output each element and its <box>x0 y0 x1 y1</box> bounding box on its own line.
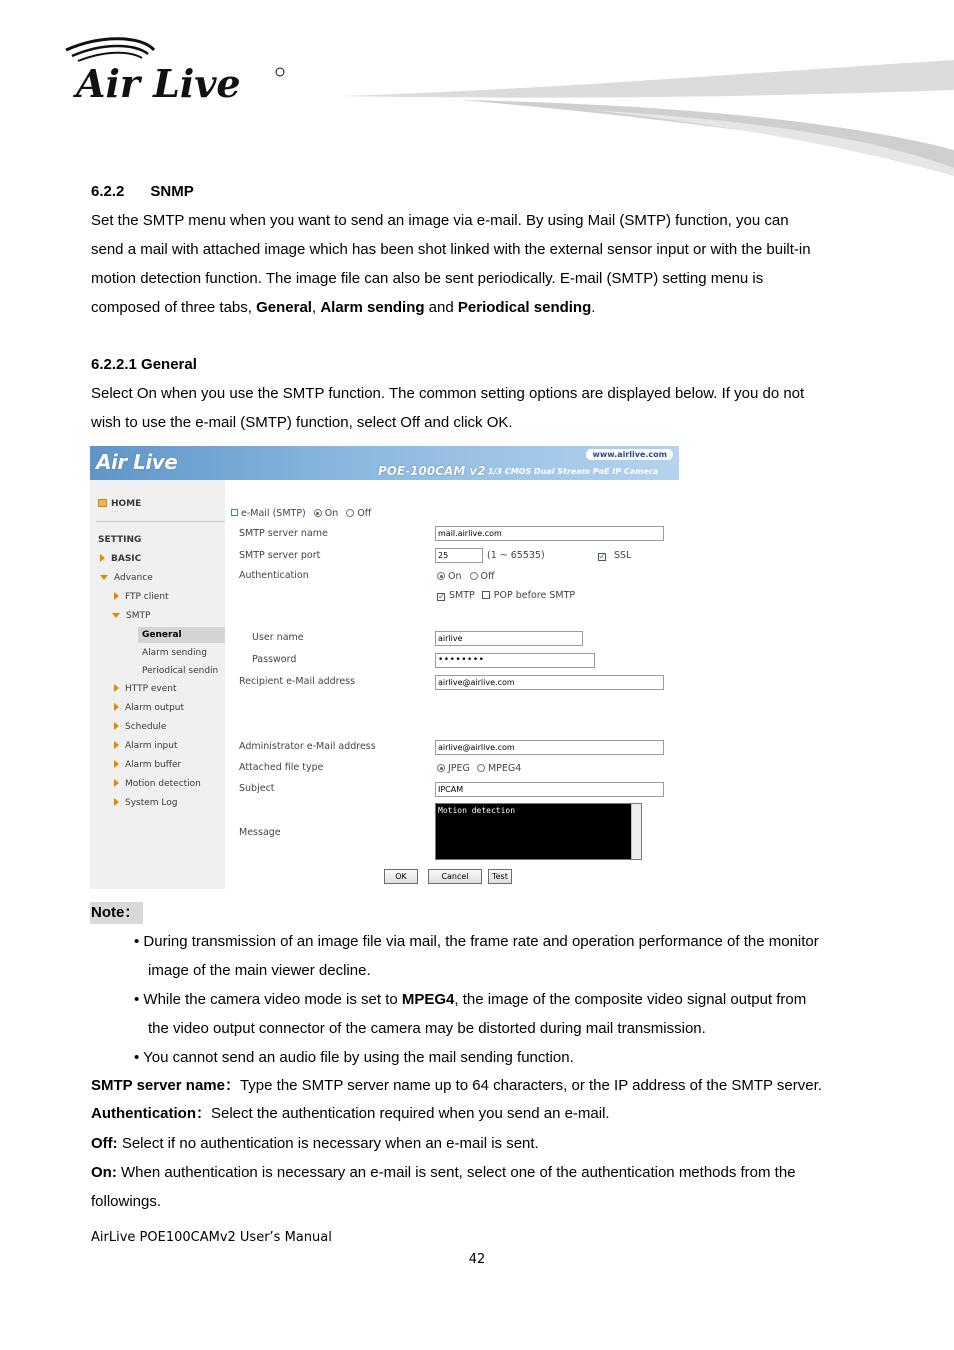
note-bullet-1: • During transmission of an image file via mail, the frame rate and operation performance of the monitor <box>134 933 819 950</box>
airlive-logo-icon <box>62 36 292 106</box>
banner-logo: Air Live <box>96 450 178 474</box>
mpeg4-radio[interactable] <box>477 764 485 772</box>
sidebar-item-general[interactable]: General <box>142 630 182 640</box>
banner-model: POE-100CAM v2 <box>378 464 486 478</box>
auth-radios: On Off <box>437 571 495 582</box>
recipient-input[interactable]: airlive@airlive.com <box>435 675 664 690</box>
message-scrollbar[interactable] <box>631 804 641 859</box>
sidebar-item-http-event[interactable]: HTTP event <box>114 684 177 694</box>
subject-label: Subject <box>239 783 275 794</box>
sidebar-item-alarm-sending[interactable]: Alarm sending <box>142 648 207 658</box>
banner-desc: 1/3 CMOS Dual Stream PoE IP Camera <box>488 467 659 476</box>
home-icon <box>98 499 107 507</box>
auth-label: Authentication <box>239 570 309 581</box>
cancel-button[interactable]: Cancel <box>428 869 482 884</box>
auth-on-radio[interactable] <box>437 572 445 580</box>
recipient-label: Recipient e-Mail address <box>239 676 356 687</box>
email-smtp-row: e-Mail (SMTP) On Off <box>231 508 371 519</box>
note-bullet-2: • While the camera video mode is set to MPEG4, the image of the composite video signal output from <box>134 991 807 1008</box>
attached-label: Attached file type <box>239 762 324 773</box>
expand-arrow-icon <box>114 779 119 787</box>
def-smtp-server-name: SMTP server name：Type the SMTP server name up to 64 characters, or the IP address of the SMTP server. <box>91 1077 822 1094</box>
sidebar-item-alarm-buffer[interactable]: Alarm buffer <box>114 760 181 770</box>
intro-line-1: Set the SMTP menu when you want to send an image via e-mail. By using Mail (SMTP) function, you can <box>91 212 789 229</box>
subject-input[interactable]: IPCAM <box>435 782 664 797</box>
expand-arrow-icon <box>114 798 119 806</box>
ok-button[interactable]: OK <box>384 869 418 884</box>
camera-banner <box>90 446 679 480</box>
collapse-arrow-icon <box>100 575 108 580</box>
section-heading: 6.2.2 SNMP <box>91 183 194 200</box>
subsection-heading: 6.2.2.1 General <box>91 356 197 373</box>
message-label: Message <box>239 827 281 838</box>
note-bullet-2-cont: the video output connector of the camera may be distorted during mail transmission. <box>148 1020 706 1037</box>
def-on: On: When authentication is necessary an e-mail is sent, select one of the authentication methods from the <box>91 1164 796 1181</box>
banner-url[interactable]: www.airlive.com <box>586 449 673 460</box>
def-authentication: Authentication：Select the authentication required when you send an e-mail. <box>91 1105 610 1122</box>
sidebar-item-motion[interactable]: Motion detection <box>114 779 201 789</box>
jpeg-radio[interactable] <box>437 764 445 772</box>
note-bullet-1-cont: image of the main viewer decline. <box>148 962 371 979</box>
def-off: Off: Select if no authentication is necessary when an e-mail is sent. <box>91 1135 539 1152</box>
sidebar-item-home[interactable]: HOME <box>98 499 141 509</box>
sidebar-item-ftp[interactable]: FTP client <box>114 592 169 602</box>
sub-line-2: wish to use the e-mail (SMTP) function, select Off and click OK. <box>91 414 513 431</box>
sidebar-item-periodical[interactable]: Periodical sendin <box>142 666 219 676</box>
note-label: Note： <box>90 902 143 924</box>
sidebar-item-syslog[interactable]: System Log <box>114 798 178 808</box>
sidebar-item-basic[interactable]: BASIC <box>100 554 141 564</box>
ssl-row: ✓ SSL <box>599 550 632 561</box>
def-on-cont: followings. <box>91 1193 162 1210</box>
collapse-arrow-icon <box>112 613 120 618</box>
sidebar-item-schedule[interactable]: Schedule <box>114 722 166 732</box>
sidebar-divider <box>96 521 225 522</box>
ssl-checkbox[interactable]: ✓ <box>599 552 606 561</box>
sub-line-1: Select On when you use the SMTP function. The common setting options are displayed below. If you do not <box>91 385 805 402</box>
message-textarea[interactable]: Motion detection <box>435 803 642 860</box>
smtp-settings-screenshot <box>90 446 679 889</box>
expand-arrow-icon <box>114 760 119 768</box>
sidebar-item-smtp[interactable]: SMTP <box>112 611 150 621</box>
admin-input[interactable]: airlive@airlive.com <box>435 740 664 755</box>
intro-line-4: composed of three tabs, General, Alarm sending and Periodical sending. <box>91 299 596 316</box>
auth-off-radio[interactable] <box>470 572 478 580</box>
expand-arrow-icon <box>114 741 119 749</box>
expand-arrow-icon <box>114 722 119 730</box>
airlive-logo <box>62 36 292 106</box>
server-name-label: SMTP server name <box>239 528 328 539</box>
server-port-label: SMTP server port <box>239 550 321 561</box>
pop-before-smtp-checkbox[interactable] <box>482 591 490 599</box>
svg-text:Air Live: Air Live <box>76 61 241 106</box>
intro-line-2: send a mail with attached image which has been shot linked with the external sensor input or with the built-in <box>91 241 811 258</box>
page-number: 42 <box>468 1252 486 1267</box>
email-smtp-checkbox[interactable] <box>231 509 238 516</box>
sidebar-heading-setting: SETTING <box>98 535 142 545</box>
test-button[interactable]: Test <box>488 869 512 884</box>
sidebar-item-alarm-output[interactable]: Alarm output <box>114 703 184 713</box>
expand-arrow-icon <box>114 592 119 600</box>
user-name-input[interactable]: airlive <box>435 631 583 646</box>
admin-label: Administrator e-Mail address <box>239 741 376 752</box>
password-label: Password <box>252 654 297 665</box>
smtp-on-radio[interactable] <box>314 509 322 517</box>
intro-line-3: motion detection function. The image file can also be sent periodically. E-mail (SMTP) setting menu is <box>91 270 764 287</box>
expand-arrow-icon <box>114 703 119 711</box>
smtp-off-radio[interactable] <box>346 509 354 517</box>
expand-arrow-icon <box>114 684 119 692</box>
server-port-input[interactable]: 25 <box>435 548 483 563</box>
note-bullet-3: • You cannot send an audio file by using the mail sending function. <box>134 1049 574 1066</box>
smtp-auth-checkbox[interactable]: ✓ <box>438 592 445 601</box>
user-name-label: User name <box>252 632 304 643</box>
password-input[interactable]: •••••••• <box>435 653 595 668</box>
auth-method-row: ✓ SMTP POP before SMTP <box>438 590 576 601</box>
footer-manual-title: AirLive POE100CAMv2 User’s Manual <box>91 1230 332 1245</box>
server-name-input[interactable]: mail.airlive.com <box>435 526 664 541</box>
sidebar-item-advance[interactable]: Advance <box>100 573 153 583</box>
header-swoosh <box>340 60 954 180</box>
attached-radios: JPEG MPEG4 <box>437 763 521 774</box>
expand-arrow-icon <box>100 554 105 562</box>
port-range-text: (1 ~ 65535) <box>487 550 545 561</box>
sidebar-item-alarm-input[interactable]: Alarm input <box>114 741 178 751</box>
